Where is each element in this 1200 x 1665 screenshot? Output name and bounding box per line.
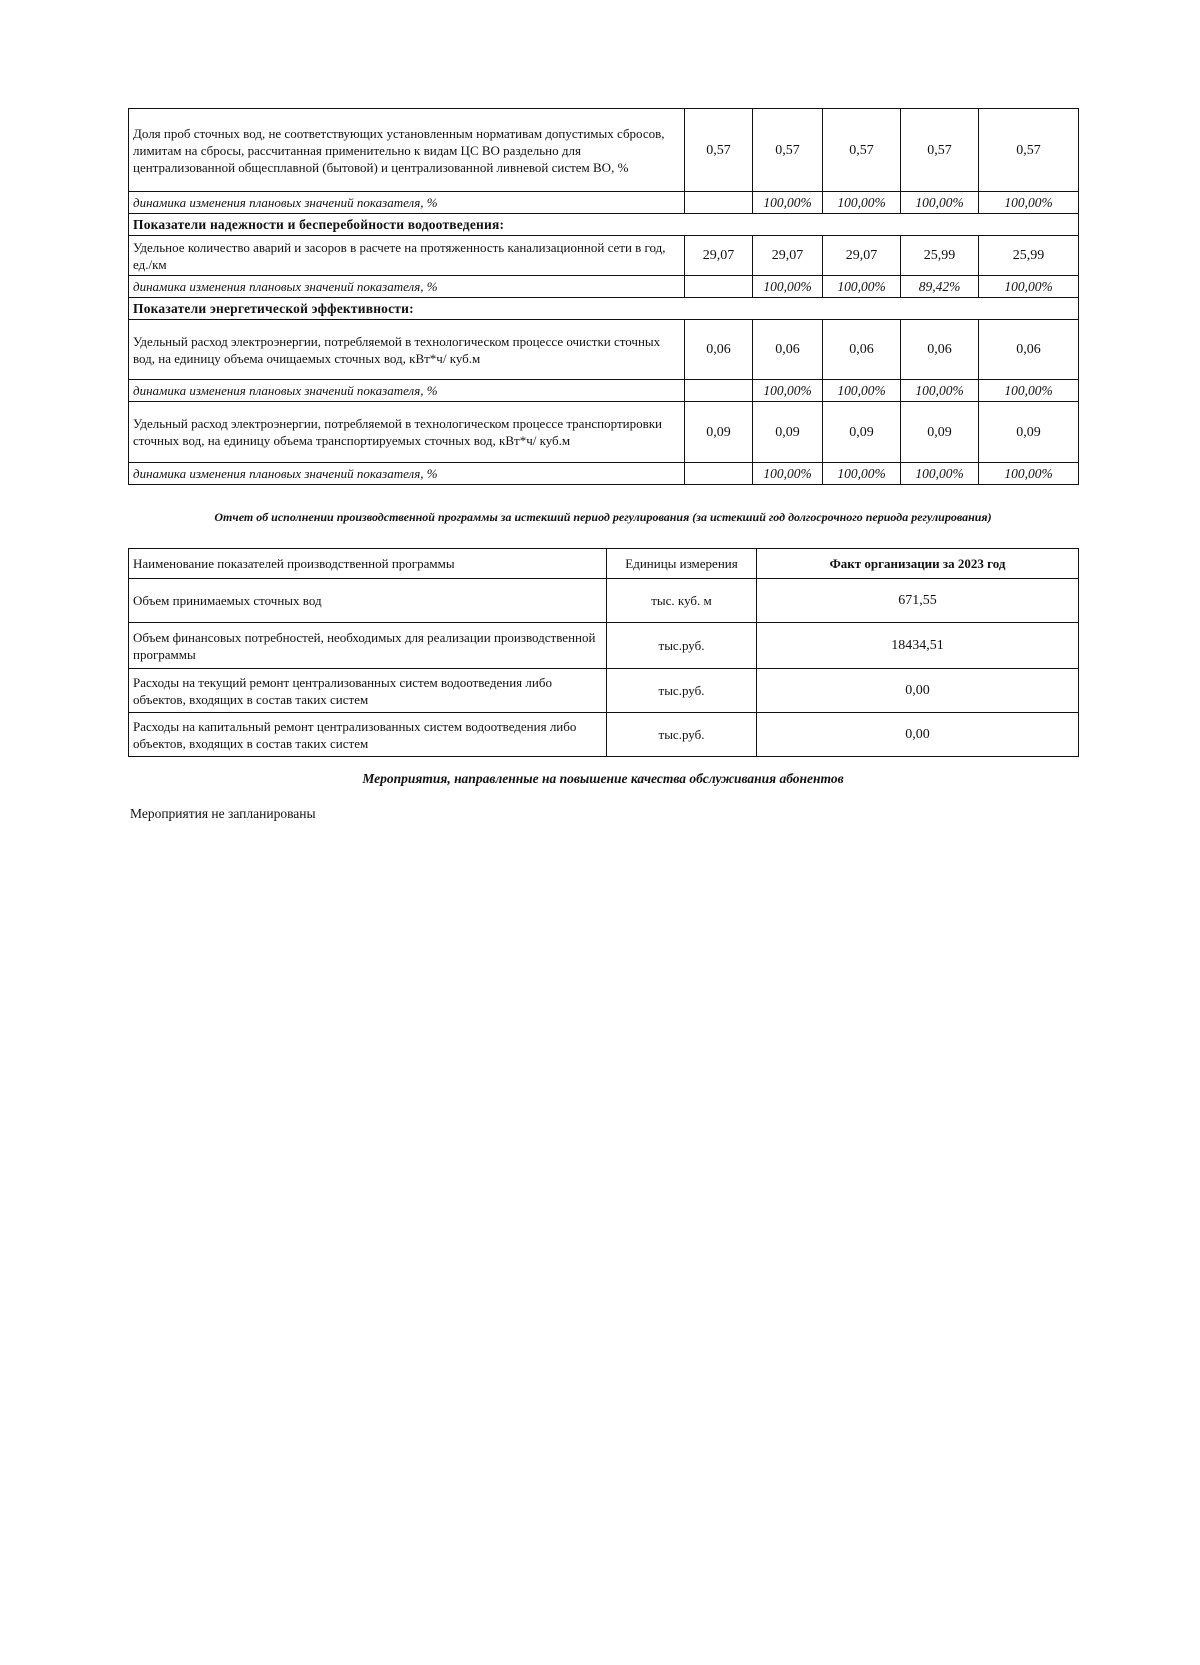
indicator-row bbox=[129, 320, 1079, 380]
value-cell: 0,06 bbox=[979, 320, 1079, 380]
percent-cell: 100,00% bbox=[979, 276, 1079, 298]
report-table bbox=[128, 548, 1079, 757]
section-row bbox=[129, 214, 1079, 236]
percent-cell: 100,00% bbox=[979, 192, 1079, 214]
report-title: Отчет об исполнении производственной программы за истекший период регулирования (за истекший год долгосрочного периода регулирования) bbox=[214, 510, 992, 524]
percent-cell: 100,00% bbox=[979, 463, 1079, 485]
indicators-table bbox=[128, 108, 1079, 485]
dynamic-label: динамика изменения плановых значений показателя, % bbox=[129, 380, 685, 402]
report-row bbox=[129, 623, 1079, 669]
header-unit: Единицы измерения bbox=[607, 549, 757, 579]
dynamic-label: динамика изменения плановых значений показателя, % bbox=[129, 192, 685, 214]
percent-cell: 100,00% bbox=[823, 276, 901, 298]
percent-cell: 100,00% bbox=[901, 380, 979, 402]
value-cell: 0,09 bbox=[685, 402, 753, 463]
indicator-label: Удельный расход электроэнергии, потребляемой в технологическом процессе очистки сточных вод, на единицу объема очищаемых сточных вод, кВт*ч/ куб.м bbox=[129, 320, 685, 380]
measures-text: Мероприятия не запланированы bbox=[130, 806, 316, 821]
percent-cell bbox=[685, 192, 753, 214]
value-cell: 0,06 bbox=[823, 320, 901, 380]
section-row bbox=[129, 298, 1079, 320]
value-cell: 0,06 bbox=[753, 320, 823, 380]
dynamic-label: динамика изменения плановых значений показателя, % bbox=[129, 276, 685, 298]
value-cell: 0,06 bbox=[685, 320, 753, 380]
value-cell: 25,99 bbox=[979, 236, 1079, 276]
header-fact: Факт организации за 2023 год bbox=[757, 549, 1079, 579]
report-row-fact: 0,00 bbox=[757, 669, 1079, 713]
percent-cell: 100,00% bbox=[979, 380, 1079, 402]
dynamic-row bbox=[129, 192, 1079, 214]
percent-cell bbox=[685, 276, 753, 298]
indicator-row bbox=[129, 236, 1079, 276]
percent-cell: 100,00% bbox=[823, 380, 901, 402]
percent-cell: 100,00% bbox=[901, 192, 979, 214]
header-indicator-name: Наименование показателей производственной программы bbox=[129, 549, 607, 579]
report-row-name: Объем принимаемых сточных вод bbox=[129, 579, 607, 623]
indicator-label: Доля проб сточных вод, не соответствующих установленным нормативам допустимых сбросов, лимитам на сбросы, рассчитанная применительно к видам ЦС ВО раздельно для централизованной общесплавной (бытовой) и централизованной ливневой систем ВО, % bbox=[129, 109, 685, 192]
dynamic-row bbox=[129, 276, 1079, 298]
report-row-name: Объем финансовых потребностей, необходимых для реализации производственной программы bbox=[129, 623, 607, 669]
indicator-row bbox=[129, 109, 1079, 192]
value-cell: 29,07 bbox=[685, 236, 753, 276]
measures-title: Мероприятия, направленные на повышение качества обслуживания абонентов bbox=[362, 771, 844, 786]
report-header-row bbox=[129, 549, 1079, 579]
report-row bbox=[129, 669, 1079, 713]
value-cell: 25,99 bbox=[901, 236, 979, 276]
percent-cell: 100,00% bbox=[901, 463, 979, 485]
value-cell: 0,09 bbox=[823, 402, 901, 463]
report-row-name: Расходы на текущий ремонт централизованных систем водоотведения либо объектов, входящих в состав таких систем bbox=[129, 669, 607, 713]
dynamic-row bbox=[129, 380, 1079, 402]
percent-cell: 100,00% bbox=[753, 463, 823, 485]
indicator-label: Удельное количество аварий и засоров в расчете на протяженность канализационной сети в год, ед./км bbox=[129, 236, 685, 276]
percent-cell bbox=[685, 463, 753, 485]
report-row bbox=[129, 579, 1079, 623]
report-row bbox=[129, 713, 1079, 757]
dynamic-row bbox=[129, 463, 1079, 485]
report-row-fact: 18434,51 bbox=[757, 623, 1079, 669]
report-row-unit: тыс.руб. bbox=[607, 623, 757, 669]
value-cell: 29,07 bbox=[753, 236, 823, 276]
report-row-unit: тыс.руб. bbox=[607, 669, 757, 713]
value-cell: 0,57 bbox=[753, 109, 823, 192]
percent-cell: 100,00% bbox=[823, 463, 901, 485]
report-row-unit: тыс. куб. м bbox=[607, 579, 757, 623]
value-cell: 0,06 bbox=[901, 320, 979, 380]
indicator-row bbox=[129, 402, 1079, 463]
indicator-label: Удельный расход электроэнергии, потребляемой в технологическом процессе транспортировки сточных вод, на единицу объема транспортируемых сточных вод, кВт*ч/ куб.м bbox=[129, 402, 685, 463]
value-cell: 0,09 bbox=[901, 402, 979, 463]
percent-cell bbox=[685, 380, 753, 402]
value-cell: 0,57 bbox=[979, 109, 1079, 192]
value-cell: 29,07 bbox=[823, 236, 901, 276]
section-heading: Показатели энергетической эффективности: bbox=[129, 298, 1079, 320]
report-row-name: Расходы на капитальный ремонт централизованных систем водоотведения либо объектов, входящих в состав таких систем bbox=[129, 713, 607, 757]
report-row-fact: 0,00 bbox=[757, 713, 1079, 757]
percent-cell: 100,00% bbox=[823, 192, 901, 214]
percent-cell: 100,00% bbox=[753, 192, 823, 214]
percent-cell: 100,00% bbox=[753, 276, 823, 298]
report-row-fact: 671,55 bbox=[757, 579, 1079, 623]
percent-cell: 89,42% bbox=[901, 276, 979, 298]
value-cell: 0,57 bbox=[823, 109, 901, 192]
value-cell: 0,09 bbox=[979, 402, 1079, 463]
section-heading: Показатели надежности и бесперебойности водоотведения: bbox=[129, 214, 1079, 236]
value-cell: 0,57 bbox=[901, 109, 979, 192]
report-row-unit: тыс.руб. bbox=[607, 713, 757, 757]
dynamic-label: динамика изменения плановых значений показателя, % bbox=[129, 463, 685, 485]
value-cell: 0,09 bbox=[753, 402, 823, 463]
value-cell: 0,57 bbox=[685, 109, 753, 192]
percent-cell: 100,00% bbox=[753, 380, 823, 402]
